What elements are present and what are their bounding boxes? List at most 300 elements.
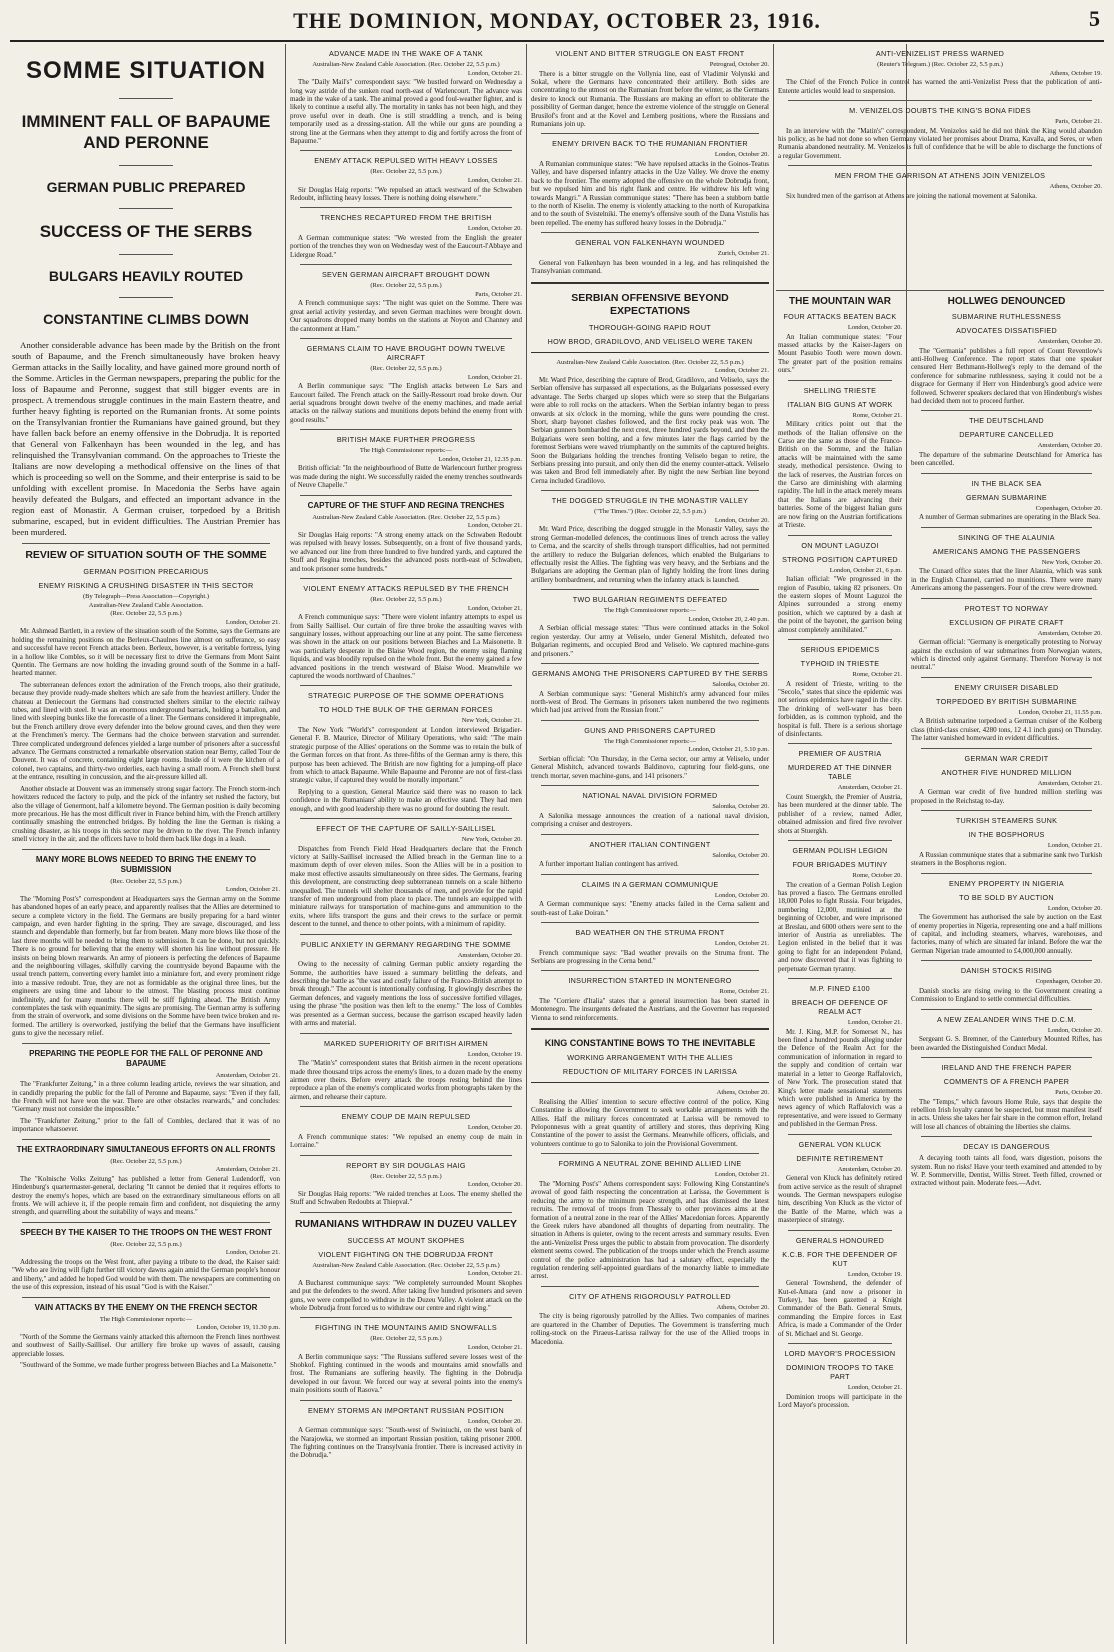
subhead: DEPARTURE CANCELLED xyxy=(959,430,1054,440)
dateline: London, October 21. xyxy=(467,522,522,530)
rule xyxy=(300,150,512,151)
headline: ENEMY CRUISER DISABLED xyxy=(954,682,1059,692)
masthead xyxy=(10,6,1104,42)
paragraph: A Russian communique states that a submarine sank two Turkish steamers in the Bosphorus region. xyxy=(911,850,1102,868)
column-3 xyxy=(531,44,769,1644)
dateline: London, October 21. xyxy=(847,1384,902,1391)
dateline: Athens, October 20. xyxy=(716,1303,769,1311)
headline: GUNS AND PRISONERS CAPTURED xyxy=(584,725,716,735)
column-1 xyxy=(12,44,280,1644)
credit-line: Australian-New Zealand Cable Association. (Rec. October 22, 5.5 p.m.) xyxy=(312,61,500,68)
headline: GERMANS AMONG THE PRISONERS CAPTURED BY THE SERBS xyxy=(532,669,768,678)
received-line: (Rec. October 22, 5.5 p.m.) xyxy=(110,610,182,618)
headline: LORD MAYOR'S PROCESSION xyxy=(784,1349,896,1358)
paragraph: The "Matin's" correspondent states that British airmen in the recent operations made three thousand trips across the enemy's lines, to a dozen made by the enemy airmen over theirs. Before every attack the troops resting behind the lines reproduce a plan of the enemy's complicated works from photographs taken by the airmen, and rehearse their capture. xyxy=(290,1059,522,1101)
dateline: London, October 21. xyxy=(467,1343,522,1351)
paragraph: French communique says: "Bad weather prevails on the Struma front. The Serbians are progressing in the Cerna bend." xyxy=(531,948,769,966)
rule xyxy=(921,1057,1092,1058)
headline: CITY OF ATHENS RIGOROUSLY PATROLLED xyxy=(569,1291,731,1301)
paragraph: In an interview with the "Matin's" correspondent, M. Venizelos said he did not think the King would abandon his policy, as he had not done so when Germany violated her promises about Drama, Kavalla, and Seres, or when Rumania abandoned neutrality. M. Venizelos is full of confidence that he will be able to discharge the functions of a regular Government. xyxy=(778,126,1102,160)
headline-review: REVIEW OF SITUATION SOUTH OF THE SOMME xyxy=(25,549,267,561)
rule xyxy=(788,1134,892,1135)
paragraph: Serbian official: "On Thursday, in the Cerna sector, our army at Veliselo, under General Mishitch, advanced towards Baldinovo, capturing four field-guns, one trench mortar, seven machine-guns, and 141 prisoners." xyxy=(531,755,769,780)
headline-bapaume: IMMINENT FALL OF BAPAUME AND PERONNE xyxy=(21,112,271,152)
headline: IN THE BLACK SEA xyxy=(971,478,1042,488)
paragraph: Mr. Ward Price, describing the capture of Brod, Gradilovo, and Veliselo, says the Serbian offensive has surpassed all expectations, as the Bulgarians possessed every advantage. The Serbs charged up slopes which were so steep that the Bulgarians were able to roll rocks on the attackers. When the Serbian infantry began to press onwards at six o'clock in the morning, while the guns were pounding the crest. Short, sharp bayonet clashes followed, and the first rocky peak was won. The Serbian gunners bombarded the next crest, three hundred yards beyond, and then the Bulgarians were seen bolting, and a few minutes later the flags carried by the foremost Serbians were waved triumphantly on the summits of the captured heights. Soon the Bulgarians holding the trenches fronting Veliselo began to retire, the Serbians pressing into pursuit, and only then did the enemy counter-attack. Veliselo was taken and Brod fell immediately after. By night the new Serbian line beyond Cerna included Gradilovo. xyxy=(531,375,769,485)
dateline: London, October 21. xyxy=(714,940,769,948)
subhead: THOROUGH-GOING RAPID ROUT xyxy=(588,322,712,332)
subhead: WORKING ARRANGEMENT WITH THE ALLIES xyxy=(567,1053,733,1063)
dateline: London, October 21. xyxy=(225,886,280,894)
subhead: ADVOCATES DISSATISFIED xyxy=(956,326,1057,335)
headline: M. VENIZELOS DOUBTS THE KING'S BONA FIDES xyxy=(849,106,1031,115)
paragraph: The "Kolnische Volks Zeitung" has published a letter from General Ludendorff, von Hindenburg's quartermaster-general, declaring "It cannot be denied that it requires efforts to destroy the enemy's hopes, which are based on the extraordinary simultaneous efforts on all fronts. We will achieve it, if the people remain firm and confident, not disquieting the army strength, and quarrelling about the suitability of ways and means." xyxy=(12,1174,280,1217)
paragraph: An Italian communique states: "Four massed attacks by the Kaiser-Jagers on Mount Pasubio Tooth were mown down. The greater part of the position remains ours." xyxy=(778,332,902,375)
rule xyxy=(22,1297,270,1298)
credit-line: Australian-New Zealand Cable Association. (Rec. October 22, 5.5 p.m.) xyxy=(556,358,744,366)
dateline: London, October 21. xyxy=(1047,842,1102,850)
rule xyxy=(300,1212,512,1213)
rule xyxy=(300,338,512,339)
subhead: GERMAN POSITION PRECARIOUS xyxy=(83,567,209,576)
paragraph: The departure of the submarine Deutschland for America has been cancelled. xyxy=(911,451,1102,468)
headline: STRATEGIC PURPOSE OF THE SOMME OPERATIONS xyxy=(308,691,504,701)
headline: GENERAL VON KLUCK xyxy=(798,1139,882,1149)
paragraph: Mr. Ashmead Bartlett, in a review of the situation south of the Somme, says the Germans are holding the remaining positions on the Berleux-Chaulnes line almost on sufferance, so easy and successful have recent French attacks been. Berleux, however, is a veritable fortress, lying in a hollow like Combles, so it will be necessary first to drive the Germans from Mont Saint Quentin. The Germans are now holding the invading ground south of the Somme in a half-hearted manner. xyxy=(12,627,280,678)
subhead: ENEMY RISKING A CRUSHING DISASTER IN THIS SECTOR xyxy=(38,581,254,590)
dateline: London, October 19, 11.30 p.m. xyxy=(196,1324,280,1332)
received-line: (Rec. October 22, 5.5 p.m.) xyxy=(370,168,442,176)
paragraph: General von Falkenhayn has been wounded in a leg, and has relinquished the Transylvanian command. xyxy=(531,258,769,276)
dateline: London, October 21. xyxy=(467,1270,522,1278)
paragraph: The creation of a German Polish Legion has proved a fiasco. The Germans enrolled 18,000 Poles to fight Russia. Four brigades, numbering 12,000, mutinied at the beginning of October, and were imprisoned at Breslau, and 6000 others were sent to the interior of Austria as unreliables. The Legion enlisted in the belief that it was going to fight for an independent Poland, and now discovered that it was fighting to perpetuate German tyranny. xyxy=(778,880,902,973)
paragraph: "North of the Somme the Germans vainly attacked this afternoon the French lines northwest and southwest of Sailly-Saillisel. Our artillery fire broke up waves of assault, causing appreciable losses. xyxy=(12,1332,280,1358)
rule xyxy=(788,1230,892,1231)
received-line: (Rec. October 22, 5.5 p.m.) xyxy=(110,877,182,885)
credit-line: ("The Times.") (Rec. October 22, 5.5 p.m.) xyxy=(594,508,706,516)
dateline: Amsterdam, October 20. xyxy=(1037,338,1102,345)
headline: GERMAN POLISH LEGION xyxy=(792,846,888,855)
paragraph: A British submarine torpedoed a German cruiser of the Kolberg class (third-class cruiser, 4280 tons, 12 4.1 inch guns) on Thursday. The latter vanished homeward in evident difficulties. xyxy=(911,717,1102,743)
paragraph: There is a bitter struggle on the Vollynia line, east of Vladimir Volynski and Sokal, where the Germans have concentrated their artillery. Both sides are concentrating to the utmost on the Rumanian front before the winter, as the Germans desire to knock out Rumania. The Russians are making an effort to obliterate the possibility of German danger, hence the extreme violence of the struggle on General Brusilof's front and at the Kovel and Lemberg positions, where the Russians and Rumanians join up. xyxy=(531,69,769,129)
paragraph: British official: "In the neighbourhood of Butte de Warlencourt further progress was made during the night. We successfully raided the enemy trenches southwards of Neuve Chapelle." xyxy=(290,464,522,490)
headline: FIGHTING IN THE MOUNTAINS AMID SNOWFALLS xyxy=(315,1323,497,1333)
subhead: MURDERED AT THE DINNER TABLE xyxy=(787,763,893,782)
rule xyxy=(541,874,759,875)
paragraph: A German communique states: "We wrested from the English the greater portion of the trenches they won on Wednesday west of the Eaucourt-l'Abbaye and Lidergue Road." xyxy=(290,234,522,259)
received-line: (Rec. October 22, 5.5 p.m.) xyxy=(370,1172,442,1180)
paragraph: General Townshend, the defender of Kut-el-Amara (and now a prisoner in Turkey), has been gazetted a Knight Commander of the Bath. General Smuts, commanding the Empire forces in East Africa, is made a Commander of the Order of St. Michael and St. George. xyxy=(778,1279,902,1338)
rule xyxy=(119,98,173,99)
column-rule xyxy=(773,44,774,1644)
rule xyxy=(921,527,1092,528)
paragraph: A Berlin communique says: "The English attacks between Le Sars and Eaucourt failed. The French attack on the Sailly-Ressourt road broke down. Our aerial squadrons brought down twelve of the enemy machines, and made aerial attacks on the railway stations and munitions depots behind the enemy front with good results." xyxy=(290,382,522,424)
subhead: VIOLENT FIGHTING ON THE DOBRUDJA FRONT xyxy=(318,1249,494,1259)
rule xyxy=(22,543,270,544)
credit-line: Australian-New Zealand Cable Association. xyxy=(88,601,204,609)
paragraph: The "Daily Mail's" correspondent says: "We hustled forward on Wednesday a long way astride of the sunken road north-east of Warlencourt. The advance was made in the wake of a tank. The animal proved a good foul-weather fighter, and is likely to continue a useful ally. The mortality in tanks has not been high, and they prove useful over in death. One is still straddling a trench, and is being temporarily used as a dressing-station. All the while our guns are pounding a strong line at the Germans when they attempt to dig and fortify across the front of Bapaume." xyxy=(290,78,522,146)
dateline: London, October 21. xyxy=(714,1171,769,1179)
dateline: Amsterdam, October 20. xyxy=(1037,442,1102,450)
rule xyxy=(788,840,892,841)
paragraph: Count Stuergkh, the Premier of Austria, has been murdered at the dinner table. The publisher of a review, named Adler, obtained admission and fired five revolver shots at Stuergkh. xyxy=(778,792,902,835)
dateline: Athens, October 19. xyxy=(1049,69,1102,77)
rule xyxy=(22,1043,270,1044)
headline: ON MOUNT LAGUZOI xyxy=(801,540,879,550)
headline: IRELAND AND THE FRENCH PAPER xyxy=(941,1062,1072,1072)
dateline: London, October 20. xyxy=(847,324,902,331)
column-4 xyxy=(778,292,902,1644)
rule xyxy=(921,1136,1092,1137)
rule xyxy=(541,720,759,721)
subhead: FOUR ATTACKS BEATEN BACK xyxy=(783,312,897,321)
dateline: London, October 20. xyxy=(714,891,769,899)
rule xyxy=(921,677,1092,678)
dateline: Rome, October 20. xyxy=(852,872,902,879)
received-line: (Rec. October 22, 5.5 p.m.) xyxy=(370,282,442,290)
source-line: The High Commissioner reports:— xyxy=(99,1315,193,1323)
headline: SINKING OF THE ALAUNIA xyxy=(958,532,1055,542)
rule xyxy=(921,410,1092,411)
dateline: London, October 21. xyxy=(467,373,522,381)
headline: SEVEN GERMAN AIRCRAFT BROUGHT DOWN xyxy=(321,270,491,280)
dateline: London, October 20. xyxy=(714,151,769,159)
headline: THE EXTRAORDINARY SIMULTANEOUS EFFORTS ON ALL FRONTS xyxy=(16,1144,276,1154)
dateline: London, October 20. xyxy=(467,1124,522,1132)
headline: THE DEUTSCHLAND xyxy=(969,416,1044,426)
paragraph: The city is being rigorously patrolled by the Allies. Two companies of marines are quartered in the Chamber of Deputies. The Government is transferring much rolling-stock on the Piraeus-Larissa railway for the use of the Allied troops in Macedonia. xyxy=(531,1312,769,1346)
paragraph: Sergeant G. S. Bremner, of the Canterbury Mounted Rifles, has been awarded the Distinguished Conduct Medal. xyxy=(911,1035,1102,1052)
paragraph: Mr. J. King, M.P. for Somerset N., has been fined a hundred pounds alleging under the Defence of the Realm Act for the communication of information in regard to the supply and condition of certain war material in a letter to George Raffalovich, of New York. The prosecution stated that King's letter made sensational statements which were published in America by the news agency of which Raffalovich was a representative, and were issued to Germany and published in the German Press. xyxy=(778,1027,902,1129)
headline: REPORT BY SIR DOUGLAS HAIG xyxy=(346,1160,466,1170)
subhead: COMMENTS OF A FRENCH PAPER xyxy=(943,1076,1070,1086)
headline: TWO BULGARIAN REGIMENTS DEFEATED xyxy=(572,595,728,605)
headline: EFFECT OF THE CAPTURE OF SAILLY-SAILLISEL xyxy=(316,824,496,833)
rule xyxy=(300,1317,512,1318)
dateline: Salonika, October 20. xyxy=(712,681,769,688)
dateline: Amsterdam, October 20. xyxy=(457,951,522,959)
rule xyxy=(788,535,892,536)
column-rule xyxy=(285,44,286,1644)
rule xyxy=(788,100,1092,101)
paragraph: A French communique says: "There were violent infantry attempts to expel us from Sailly Saillisel. Our curtain of fire three broke the assaulting waves with sanguinary losses, without approaching our line at any point. The same fierceness was shown in the attack on our positions between Biaches and La Maisonette. It was particularly desperate in the Blaise Wood region, the enemy using flaming liquids, and was bloodily repulsed on the whole front. But the enemy gained a few advanced positions in the trench westward of Blaise Wood. Meanwhile we captured the woods northward of Chaulnes." xyxy=(290,613,522,680)
dateline: London, October 21, 6 p.m. xyxy=(829,566,902,574)
dateline: Salonika, October 20. xyxy=(712,851,769,859)
subhead: TO HOLD THE BULK OF THE GERMAN FORCES xyxy=(319,705,493,715)
paragraph: The "Morning Post's" Athens correspondent says: Following King Constantine's avowal of good faith respecting the concentration at Larissa, the Government is reducing the army to the minimum peace strength, and has dismissed the latest recruits. The removal of troops from Thessaly to other provinces aims at the formation of a neutral zone in the rear of the Allies' Macedonian forces. Apparently the Greek rulers have abandoned all thoughts of departing from neutrality. The situation in Athens is quieter, owing to the recent arrests and summary results. Even the anti-Venizelist Press urges the public to abstain from provocation. The disorderly element seems cowed. The publication of the troops under which the French assume control of the police administration has had a salutary effect, especially the regulation rendering self-appointed guardians of the monarchy liable to immediate arrest. xyxy=(531,1179,769,1281)
dateline: Copenhagen, October 20. xyxy=(1035,504,1102,512)
subhead: AMERICANS AMONG THE PASSENGERS xyxy=(932,546,1081,556)
rule xyxy=(300,685,512,686)
headline-serbian-offensive: SERBIAN OFFENSIVE BEYOND EXPECTATIONS xyxy=(571,291,729,317)
dateline: London, October 21. xyxy=(714,367,769,375)
headline: CLAIMS IN A GERMAN COMMUNIQUE xyxy=(581,879,719,889)
credit-line: Australian-New Zealand Cable Association. (Rec. October 22, 5.5 p.m.) xyxy=(312,513,500,521)
dateline: Athens, October 20. xyxy=(1049,183,1102,191)
dateline: London, October 20. xyxy=(1047,1026,1102,1034)
headline: THE DOGGED STRUGGLE IN THE MONASTIR VALLEY xyxy=(551,496,749,506)
rule xyxy=(119,165,173,166)
paragraph: Addressing the troops on the West front, after paying a tribute to the dead, the Kaiser said: "We who are living will fight further till victory dawns again amid the German people's honour and liberty," and added he hoped God would be with them. The newspapers are commenting on the use of this expression, instead of his usual "God is with the Kaiser." xyxy=(12,1258,280,1292)
rule xyxy=(788,639,892,640)
subhead: SUBMARINE RUTHLESSNESS xyxy=(951,312,1062,321)
paragraph: A Bucharest communique says: "We completely surrounded Mount Skophes and put the defenders to the sword. After taking five hundred prisoners and seven guns, we were compelled to withdraw in the Duzeu Valley. A violent attack on the whole Dobrudja front forced us to withdraw our centre and right wing." xyxy=(290,1278,522,1312)
paragraph: Mr. Ward Price, describing the dogged struggle in the Monastir Valley, says the strong German-modelled defences, the continuous lines of trench across the valley to Cerna, and the scarcity of shells through transport difficulties, had not permitted the artillery to reduce the Bulgarian defences, which enabled the Bulgarians to effectually resist the Allies. The fighting was very heavy, and the Serbians and the Bulgarians are adopting the German plan of lightly holding the front lines during artillery bombardment, and returning when the infantry attack is launched. xyxy=(531,525,769,584)
headline: GERMANS CLAIM TO HAVE BROUGHT DOWN TWELVE AIRCRAFT xyxy=(306,344,506,363)
dateline: Amsterdam, October 21. xyxy=(215,1071,280,1079)
dateline: London, October 21. xyxy=(225,1249,280,1257)
rule xyxy=(119,254,173,255)
headline: ANTI-VENIZELIST PRESS WARNED xyxy=(875,49,1005,58)
rule xyxy=(22,849,270,850)
dateline: London, October 21. xyxy=(467,177,522,185)
dateline: London, October 21. xyxy=(847,1019,902,1027)
paragraph: The subterranean defences extort the admiration of the French troops, also their gratitude, because they provide ready-made shelters which are safe from the heaviest artillery. Under the chateau at Deniecourt the Germans had constructed shelters similar to the electric railway tubes, and lined with steel. It was an enormous underground barrack, holding a battalion, and lined with sleeping bunks like the forecastle of a liner. The Germans considered it impregnable, but the French artillery drove every defender into the below ground caves, and then they were at the Frenchmen's mercy. The Germans had the choice between starvation and surrender. Three complicated underground defences yielded a large number of prisoners after a successful advance. The Germans constructed a remarkable observation station near Berny, called Tour de Douvent. It was of concrete, containing eight large rooms. Inside of it were the kitchen of a colonel, two captains, and thirty-two orderlies, each having a small room. A French shell burst at the entrance, resulting in concussion, and the air-pressure killed all. xyxy=(12,680,280,782)
rule xyxy=(788,743,892,744)
paragraph: A French communique states: "We repulsed an enemy coup de main in Lorraine." xyxy=(290,1132,522,1150)
rule xyxy=(921,748,1092,749)
paragraph: German official: "Germany is energetically protesting to Norway against the exclusion of war submarines from Norwegian waters, which is directed only against Germany. Therefore Norway is not neutral." xyxy=(911,638,1102,672)
subhead: K.C.B. FOR THE DEFENDER OF KUT xyxy=(782,1249,898,1268)
subhead: IN THE BOSPHORUS xyxy=(968,830,1045,840)
rule xyxy=(541,490,759,491)
headline: DANISH STOCKS RISING xyxy=(960,966,1053,976)
paragraph: A Salonika message announces the creation of a national naval division, comprising a cruiser and destroyers. xyxy=(531,811,769,829)
dateline: Paris, October 21. xyxy=(475,290,522,298)
headline: PROTEST TO NORWAY xyxy=(964,603,1049,613)
rule xyxy=(921,473,1092,474)
subhead: REDUCTION OF MILITARY FORCES IN LARISSA xyxy=(562,1067,738,1077)
headline: TRENCHES RECAPTURED FROM THE BRITISH xyxy=(320,213,492,223)
headline: ENEMY DRIVEN BACK TO THE RUMANIAN FRONTIER xyxy=(552,139,748,149)
headline: VIOLENT ENEMY ATTACKS REPULSED BY THE FRENCH xyxy=(303,583,509,593)
dateline: London, October 19. xyxy=(847,1270,902,1278)
paragraph: The "Morning Post's" correspondent at Headquarters says the German army on the Somme has abandoned hopes of an early peace, and apparently realises that the Allies are determined to secure a complete victory in the field. The Germans are busily preparing for a hard winter campaign, and even harder fighting in the spring. They are savage, discouraged, and less staunch and dependable than formerly, but far from beaten. Many more blows like those of the last three months will be needed to bring them to submission. It can be done, but not quickly. There is no ground for believing that the enemy will shorten his line without pressure. He insists on being blown rearwards. An army of pioneers is perfecting the defences of Bapaume and the neighbouring villages, skilfully carving the countryside beyond Bapaume with the usual trench pattern, converting every hamlet into a miniature fort, and every prominent ridge into a massive redoubt. True, they are not as formidable as the original three lines, but the engineers are using time and labour to the utmost. The blasting process must continue indefinitely, and for many months there will be stiff fighting ahead. The British Army contemplates the task with equanimity. The signs are promising. The German army is suffering from the strain of overwork, and some divisions on the Somme have been twice broken and re-formed. The artillery is overworked, justifying the belief that the Germans have insufficient guns to give the necessary relief. xyxy=(12,894,280,1038)
rule xyxy=(921,873,1092,874)
dateline: Amsterdam, October 21. xyxy=(1037,779,1102,787)
paragraph: A resident of Trieste, writing to the "Secolo," states that since the epidemic was not serious epidemics have raged in the city. The drinking of well-water has been forbidden, as is common typhoid, and the hospital is full. There is a serious shortage of disinfectants. xyxy=(778,679,902,738)
rule xyxy=(541,922,759,923)
rule xyxy=(300,934,512,935)
paragraph: Six hundred men of the garrison at Athens are joining the national movement at Salonika. xyxy=(786,191,1037,200)
paragraph: Danish stocks are rising owing to the Government creating a Commission to England to settle commercial difficulties. xyxy=(911,986,1102,1004)
paragraph: A Serbian communique says: "General Mishitch's army advanced four miles north-west of Brod. The Germans in prisoners taken numbered the two regiments which had just arrived from the Russian front." xyxy=(531,689,769,715)
paragraph: Military critics point out that the methods of the Italian offensive on the Carso are the same as those of the Franco-British on the Somme, and the Italian attacks will be maintained with the same steady, methodical persistence. Owing to the lack of reserves, the Austrian forces on the Carso are diminishing with alarming rapidity. The lull in the attack merely means that the Italians are advancing their batteries. Some of the biggest Italian guns are now firing on the Austrian fortifications at Trieste. xyxy=(778,420,902,530)
rule xyxy=(300,207,512,208)
subhead: EXCLUSION OF PIRATE CRAFT xyxy=(949,617,1064,627)
paragraph: Replying to a question, General Maurice said there was no reason to lack confidence in the Rumanians' ability to make an effective stand. They had men enough, and with good leadership there was no ground for doubting the result. xyxy=(290,787,522,813)
headline: ENEMY STORMS AN IMPORTANT RUSSIAN POSITION xyxy=(307,1405,505,1415)
headline: CAPTURE OF THE STUFF AND REGINA TRENCHES xyxy=(307,500,505,510)
paragraph: Another obstacle at Douvent was an immensely strong sugar factory. The French storm-inch howitzers reduced the factory to pulp, and the pick of the infantry set rushed the factory, but also the village of Genermont, half a kilometre beyond. The German position is daily becoming more precarious. He has the most difficult river in France behind him, with the French artillery continually smashing the entrenched bridges. By holding the line the German is risking a crushing disaster, as his troops in this sector may be driven to the river. The French infantry smell victory in the air, and the officers have to hold them back like dogs in a leash. xyxy=(12,784,280,844)
subhead: TYPHOID IN TRIESTE xyxy=(800,658,880,668)
rule xyxy=(119,208,173,209)
paragraph: Dispatches from French Field Head Headquarters declare that the French victory at Sailly-Saillisel increased the Allied breach in the German line to a maximum depth of over eleven miles. Soon the Allies will be in a position to make most effective assaults simultaneously on three sides. The Germans, fearing this development, are constructing deep subterranean tunnels on a scale hitherto unequalled. The tunnels will shelter thousands of men, and provide for the rapid transfer of men underground from place to place. The tunnels are equipped with miniature railways for transportation of machine-guns and ammunition to the exits, where lifts transport the guns and their crews to the surface or permit descent to the tunnel, and thence to other points, with a minimum of rapidity. xyxy=(290,844,522,929)
headline-bulgars: BULGARS HEAVILY ROUTED xyxy=(48,268,244,284)
headline: PREPARING THE PEOPLE FOR THE FALL OF PERONNE AND BAPAUME xyxy=(29,1048,263,1068)
rule xyxy=(300,429,512,430)
subhead: ANOTHER FIVE HUNDRED MILLION xyxy=(941,767,1072,777)
rule xyxy=(788,380,892,381)
headline: VIOLENT AND BITTER STRUGGLE ON EAST FRONT xyxy=(555,49,745,58)
paragraph: The Cunard office states that the liner Alaunia, which was sunk in the English Channel, carried no munitions. There were many Americans among the passengers. Four of the crew were drowned. xyxy=(911,567,1102,593)
headline: ENEMY ATTACK REPULSED WITH HEAVY LOSSES xyxy=(314,156,498,166)
headline-somme: SOMME SITUATION xyxy=(26,57,266,84)
column-2 xyxy=(290,44,522,1644)
rule xyxy=(300,818,512,819)
headline: ANOTHER ITALIAN CONTINGENT xyxy=(589,839,711,849)
dateline: Rome, October 21. xyxy=(719,988,769,996)
dateline: Amsterdam, October 20. xyxy=(837,1165,902,1173)
paragraph: The "Frankfurter Zeitung," prior to the fall of Combles, declared that it was of no importance whatsoever. xyxy=(12,1116,280,1134)
rule xyxy=(541,785,759,786)
subhead: TORPEDOED BY BRITISH SUBMARINE xyxy=(936,696,1077,706)
paragraph: A German communique says: "South-west of Swiniuchi, on the west bank of the Narajowka, we stormed an important Russian position, taking prisoner 2000. The fighting continues on the Transylvania frontier. There is increased activity in the Dobrudja." xyxy=(290,1426,522,1460)
headline: MANY MORE BLOWS NEEDED TO BRING THE ENEMY TO SUBMISSION xyxy=(35,854,257,874)
column-4-top xyxy=(778,44,1102,290)
headline-german-public: GERMAN PUBLIC PREPARED xyxy=(46,179,246,195)
received-line: (Rec. October 22, 5.5 p.m.) xyxy=(370,1335,442,1343)
paragraph: Realising the Allies' intention to secure effective control of the police, King Constantine is allowing the Government to seek workable arrangements with the Allies. Half the military forces concentrated at Larissa will be removed to Peloponnesus with a great quantity of artillery and stores, thus depriving King Constantine of the power to assist the Germans. Meanwhile officers, officials, and volunteers continue to go to Salonika to join the Provisional Government. xyxy=(531,1097,769,1148)
headline-king-constantine: KING CONSTANTINE BOWS TO THE INEVITABLE xyxy=(544,1038,756,1049)
subhead: BREACH OF DEFENCE OF REALM ACT xyxy=(791,998,889,1017)
headline-hollweg: HOLLWEG DENOUNCED xyxy=(947,296,1066,307)
rule xyxy=(788,978,892,979)
dateline: Rome, October 21. xyxy=(852,670,902,678)
rule xyxy=(300,1033,512,1034)
dateline: New York, October 20. xyxy=(1041,558,1102,566)
rule xyxy=(788,1343,892,1344)
dateline: Paris, October 20. xyxy=(1055,1088,1102,1096)
paragraph: The Government has authorised the sale by auction on the East of enemy properties in Nigeria, representing one and a half millions of capital, and including steamers, wharves, warehouses, and factories, many of which are situated far inland. Before the war the German Nigerian trade amounted to £4,000,000 annually. xyxy=(911,913,1102,955)
subhead: ITALIAN BIG GUNS AT WORK xyxy=(787,399,893,409)
paragraph: The Chief of the French Police in control has warned the anti-Venizelist Press that the publication of anti-Entente articles would lead to suspension. xyxy=(778,78,1102,95)
rule xyxy=(541,970,759,971)
dateline: Amsterdam, October 21. xyxy=(837,784,902,792)
source-line: The High Commissioner reports:— xyxy=(603,607,697,615)
rule xyxy=(22,1222,270,1223)
headline: SERIOUS EPIDEMICS xyxy=(800,644,880,654)
headline-constantine: CONSTANTINE CLIMBS DOWN xyxy=(43,311,249,327)
subhead: HOW BROD, GRADILOVO, AND VELISELO WERE TAKEN xyxy=(547,336,753,346)
subhead: DEFINITE RETIREMENT xyxy=(796,1153,884,1163)
dateline: Salonika, October 20. xyxy=(712,803,769,811)
rule xyxy=(300,495,512,496)
paragraph: The "Temps," which favours Home Rule, says that despite the rebellion Irish loyalty cannot be suspected, but must manifest itself in acts. Unless she takes her fair share in the common effort, Ireland will lose all chances of obtaining the liberties she claims. xyxy=(911,1097,1102,1131)
rule xyxy=(788,165,1092,166)
paragraph: Dominion troops will participate in the Lord Mayor's procession. xyxy=(778,1392,902,1409)
dateline: Petrograd, October 20. xyxy=(709,61,769,68)
credit-line: Australian-New Zealand Cable Association. (Rec. October 22, 5.5 p.m.) xyxy=(312,1261,500,1269)
column-rule xyxy=(526,44,527,1644)
paragraph: The "Corriere d'Italia" states that a general insurrection has been started in Montenegro. The insurgents defeated the Austrians, and the Governor has requested Vienna to send reinforcements. xyxy=(531,997,769,1022)
received-line: (Rec. October 22, 5.5 p.m.) xyxy=(110,1240,182,1248)
headline: SHELLING TRIESTE xyxy=(803,385,877,395)
headline: GENERAL VON FALKENHAYN WOUNDED xyxy=(575,238,725,248)
page-number: 5 xyxy=(1089,6,1100,31)
headline: PUBLIC ANXIETY IN GERMANY REGARDING THE SOMME xyxy=(301,939,511,949)
paragraph: A Berlin communique says: "The Russians suffered severe losses west of the Shobkof. Fighting continued in the woods and mountains amid snowfalls and frost. The Rumanians are suffering heavily. The fighting in the Dobrudja developed in our favour. We forced our way at several points into the enemy's main positions south of Rasova." xyxy=(290,1352,522,1395)
headline: INSURRECTION STARTED IN MONTENEGRO xyxy=(568,976,732,986)
rule xyxy=(300,1106,512,1107)
headline: NATIONAL NAVAL DIVISION FORMED xyxy=(582,791,718,801)
paragraph: General von Kluck has definitely retired from active service as the result of shrapnel wounds. The German newspapers eulogise him, describing Von Kluck as the victor of the Battle of the Marne, which was a masterpiece of strategy. xyxy=(778,1174,902,1225)
dateline: London, October 19. xyxy=(467,1050,522,1058)
paragraph: A further important Italian contingent has arrived. xyxy=(539,860,679,869)
paragraph: "Southward of the Somme, we made further progress between Biaches and La Maisonette." xyxy=(20,1361,277,1370)
dateline: London, October 21. xyxy=(225,618,280,626)
rule xyxy=(541,663,759,664)
section-box xyxy=(531,1028,769,1083)
rule xyxy=(541,232,759,233)
headline: ENEMY PROPERTY IN NIGERIA xyxy=(949,878,1064,888)
headline: DECAY IS DANGEROUS xyxy=(963,1142,1050,1152)
advertisement: A decaying tooth taints all food, wars digestion, poisons the system. Run no risks! Have your teeth examined and attended to by W. P. Sommerville, Dentist, Willis Street. Teeth filled, crowned or extracted without pain. Moderate fees.—Advt. xyxy=(911,1154,1102,1188)
source-line: The High Commissioner reports:— xyxy=(603,737,697,745)
rule xyxy=(541,1153,759,1154)
headline: VAIN ATTACKS BY THE ENEMY ON THE FRENCH SECTOR xyxy=(34,1302,258,1312)
paragraph: A French communique says: "The night was quiet on the Somme. There was great aerial activity yesterday, and seven German machines were brought down. Our squadrons dropped many bombs on the stations at Noyon and Channey and the cantonment at Ham." xyxy=(290,299,522,333)
paragraph: Sir Douglas Haig reports: "We repulsed an attack westward of the Schwaben Redoubt, inflicting heavy losses. There is nothing doing elsewhere." xyxy=(290,185,522,203)
credit-line: (Reuter's Telegram.) (Rec. October 22, 5.5 p.m.) xyxy=(877,61,1003,68)
rule xyxy=(921,1009,1092,1010)
subhead: STRONG POSITION CAPTURED xyxy=(782,554,898,564)
headline: A NEW ZEALANDER WINS THE D.C.M. xyxy=(937,1014,1076,1024)
paragraph: The "Frankfurter Zeitung," in a three column leading article, reviews the war situation, and in candidly preparing the public for the fall of Peronne and Bapaume, says: "Even if they fall, the French will not have won the war. There are other obstacles rearwards," and concludes: "Germany must not consider the impossible." xyxy=(12,1080,280,1114)
headline: ENEMY COUP DE MAIN REPULSED xyxy=(341,1112,471,1122)
received-line: (Rec. October 22, 5.5 p.m.) xyxy=(110,1157,182,1165)
subhead: FOUR BRIGADES MUTINY xyxy=(792,860,888,869)
headline-mountain-war: THE MOUNTAIN WAR xyxy=(788,296,892,307)
dateline: Copenhagen, October 20. xyxy=(1035,978,1102,986)
rule xyxy=(541,589,759,590)
headline: GENERALS HONOURED xyxy=(795,1235,885,1245)
dateline: London, October 21, 11.55 p.m. xyxy=(1018,708,1102,716)
headline: FORMING A NEUTRAL ZONE BEHIND ALLIED LINE xyxy=(558,1159,742,1169)
headline-serbs: SUCCESS OF THE SERBS xyxy=(39,222,253,241)
credit-line: (By Telegraph—Press Association—Copyright.) xyxy=(83,593,209,600)
dateline: London, October 20. xyxy=(467,1181,522,1189)
subhead: GERMAN SUBMARINE xyxy=(965,492,1048,502)
rule xyxy=(119,297,173,298)
paragraph: A Rumanian communique states: "We have repulsed attacks in the Goinos-Teatus Valley, and have dispersed infantry attacks in the Uze Valley. We drove the enemy back to the frontier. The enemy adopted the offensive on the whole Dobrudja front, but we repulsed him and his right flank and centre. He withdrew his left wing towards Mangri." A Russian communique states: "There has been a stubborn battle to the north of Kiselin. The enemy is violently attacking to the north of Kuropatkina and to the south of Svistelniki. The enemy's offensive south of the Dana Vistulis has been repelled. The enemy has suffered heavy losses in the Dobrudja." xyxy=(531,160,769,227)
rule xyxy=(300,578,512,579)
masthead-title: THE DOMINION, MONDAY, OCTOBER 23, 1916. xyxy=(293,8,821,33)
dateline: New York, October 20. xyxy=(461,836,522,843)
dateline: London, October 21, 12.35 p.m. xyxy=(438,455,522,463)
paragraph: A German war credit of five hundred million sterling was proposed in the Reichstag to-day. xyxy=(911,788,1102,805)
paragraph: Owing to the necessity of calming German public anxiety regarding the Somme, the authorities have issued a summary belittling the defeats, and describing the battle as "the vast and costly failure of the Franco-British attempt to break through." The account is intentionally confusing. It glowingly describes the German defences, and vaguely mentions the loss of successive fortified villages, using the phrase "the position was then left to the enemy." The loss of Combles was presented as a German success, because the garrison escaped heavily laden with arms and material. xyxy=(290,960,522,1028)
dateline: Amsterdam, October 20. xyxy=(1037,629,1102,637)
subhead: TO BE SOLD BY AUCTION xyxy=(959,892,1054,902)
headline: M.P. FINED £100 xyxy=(810,984,870,994)
paragraph: A German communique says: "Enemy attacks failed in the Cerna salient and south-east of Lake Doiran." xyxy=(531,900,769,917)
dateline: London, October 21. xyxy=(467,604,522,612)
rule xyxy=(300,264,512,265)
dateline: London, October 20. xyxy=(467,1417,522,1425)
dateline: London, October 20. xyxy=(714,516,769,524)
dateline: Zurich, October 21. xyxy=(717,250,769,258)
rule xyxy=(300,1400,512,1401)
paragraph: The New York "World's" correspondent at London interviewed Brigadier-General F. B. Maurice, Director of Military Operations, who said: "The main strategic purpose of the Allies' operations on the Somme was to retain the bulk of the German forces on that front. As three-fifths of the German army is there, this purpose has been achieved. The British are now fighting for a jumping-off place from which to attack Bapaume. While Bapaume and Peronne are not of first-class strategic value, if captured they would be morally important." xyxy=(290,725,522,785)
subhead: DOMINION TROOPS TO TAKE PART xyxy=(786,1363,894,1381)
rule xyxy=(22,1139,270,1140)
headline: GERMAN WAR CREDIT xyxy=(964,753,1049,763)
paragraph: The "Germania" publishes a full report of Count Reventlow's anti-Hollweg Conference. The report states that one speaker censured Herr Bethmann-Hollweg's reply to the demand of the conference for submarine ruthlessness, saying it could not be a disgrace for Germany if Herr von Hindenburg's good advice were followed. Schwerer speakers declared that von Hindenburg's wishes had decided them not to proceed further. xyxy=(911,346,1102,406)
rule xyxy=(300,1155,512,1156)
received-line: (Rec. October 22, 5.5 p.m.) xyxy=(370,365,442,373)
dateline: London, October 21. xyxy=(467,69,522,77)
